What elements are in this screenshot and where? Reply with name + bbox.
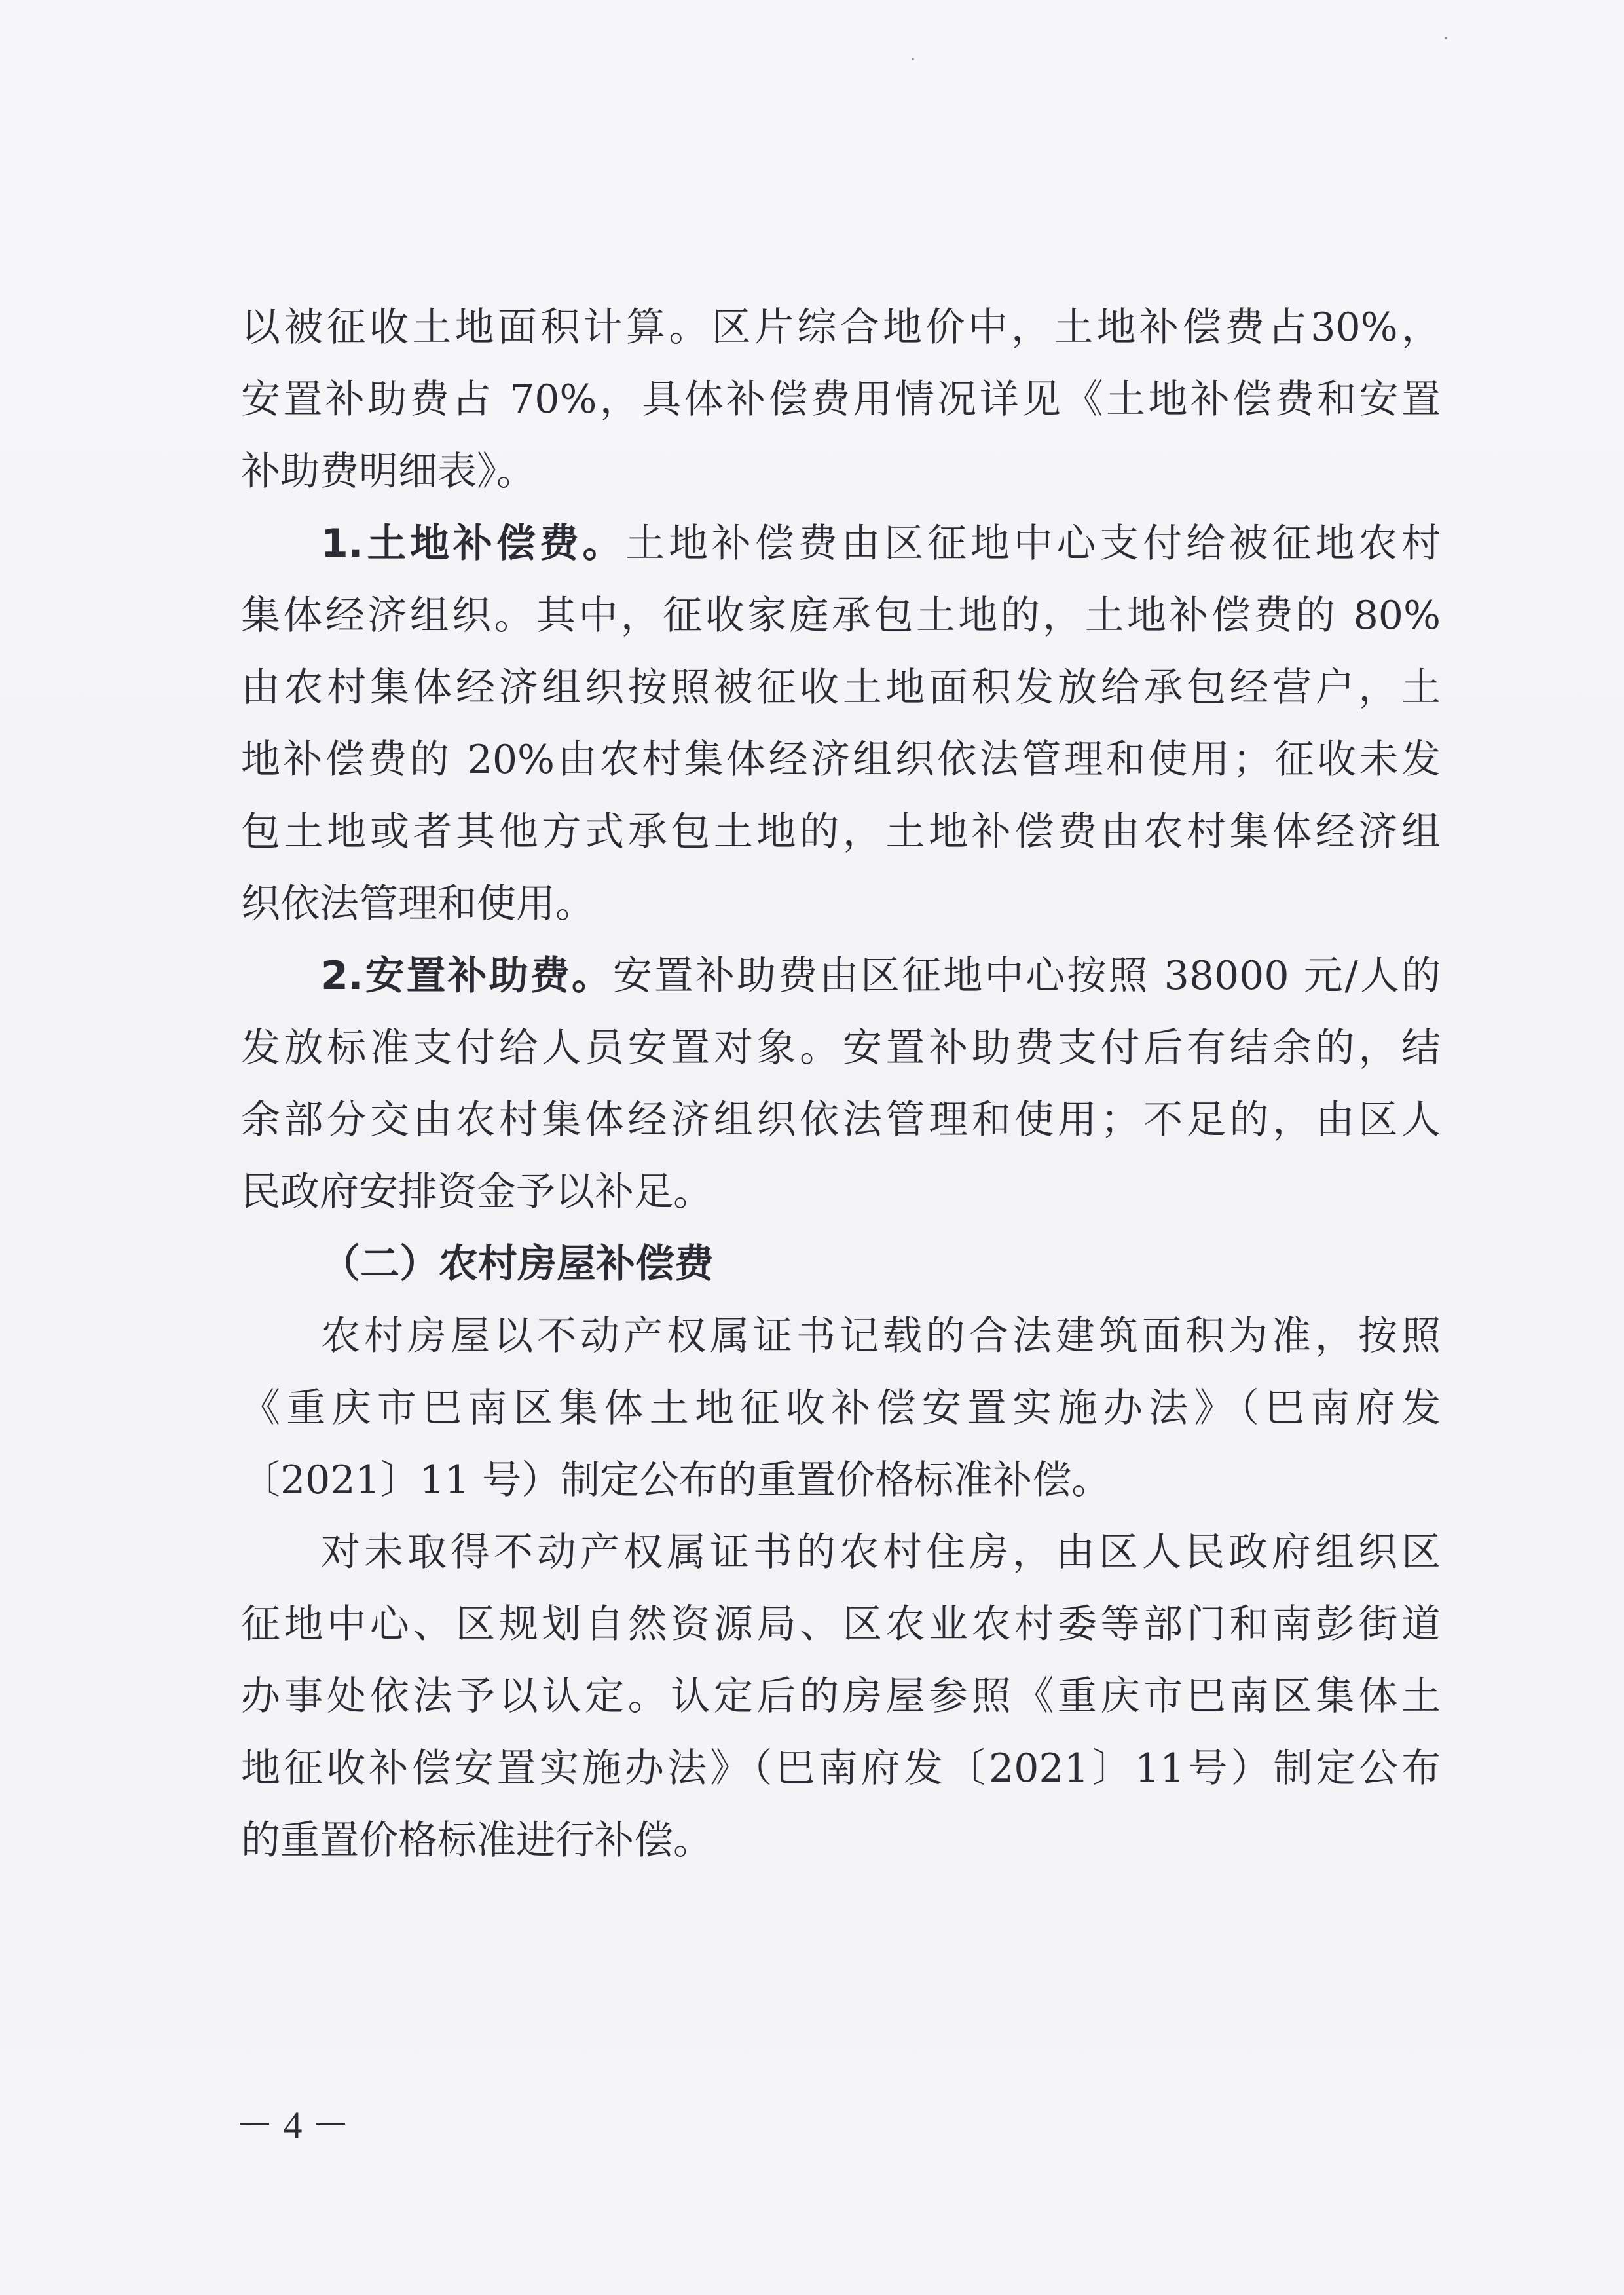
paragraph-4-line-3: 〔2021〕11 号）制定公布的重置价格标准补偿。 [241,1457,1111,1503]
paragraph-5-line-2: 征地中心、区规划自然资源局、区农业农村委等部门和南彭街道 [241,1601,1441,1647]
section-heading-land-compensation: 1.土地补偿费。 [321,521,626,567]
paragraph-1-line-1: 以被征收土地面积计算。区片综合地价中，土地补偿费占30%， [241,305,1441,350]
paragraph-2-line-2: 集体经济组织。其中，征收家庭承包土地的，土地补偿费的 80% [241,593,1441,639]
paragraph-5-line-4: 地征收补偿安置实施办法》（巴南府发〔2021〕11号）制定公布 [241,1745,1441,1791]
paragraph-5-line-5: 的重置价格标准进行补偿。 [241,1818,712,1863]
paragraph-3-line-3: 余部分交由农村集体经济组织依法管理和使用；不足的，由区人 [241,1097,1441,1143]
paragraph-4-line-1: 农村房屋以不动产权属证书记载的合法建筑面积为准，按照 [321,1313,1441,1359]
paragraph-5-line-1: 对未取得不动产权属证书的农村住房，由区人民政府组织区 [321,1529,1441,1575]
paragraph-3-line-1 [241,940,1441,1012]
paragraph-1-line-2: 安置补助费占 70%，具体补偿费用情况详见《土地补偿费和安置 [241,377,1441,422]
scan-speck [912,58,914,60]
paragraph-3-line-4: 民政府安排资金予以补足。 [241,1169,712,1215]
paragraph-3-line-2: 发放标准支付给人员安置对象。安置补助费支付后有结余的，结 [241,1025,1441,1071]
scan-speck [1445,37,1447,39]
section-heading-resettlement-subsidy: 2.安置补助费。 [321,953,613,999]
paragraph-5-line-3: 办事处依法予以认定。认定后的房屋参照《重庆市巴南区集体土 [241,1673,1441,1719]
paragraph-2-line-1 [241,508,1441,580]
paragraph-1-line-3: 补助费明细表》。 [241,449,536,494]
paragraph-3-line-1-text: 安置补助费由区征地中心按照 38000 元/人的 [612,953,1441,999]
section-heading-rural-housing: （二）农村房屋补偿费 [321,1241,714,1287]
paragraph-2-line-5: 包土地或者其他方式承包土地的，土地补偿费由农村集体经济组 [241,809,1441,855]
paragraph-2-line-6: 织依法管理和使用。 [241,881,595,927]
paragraph-2-line-1-text: 土地补偿费由区征地中心支付给被征地农村 [625,521,1441,567]
document-body [241,291,1441,1876]
paragraph-2-line-3: 由农村集体经济组织按照被征收土地面积发放给承包经营户，土 [241,665,1441,711]
paragraph-2-line-4: 地补偿费的 20%由农村集体经济组织依法管理和使用；征收未发 [241,737,1441,783]
page-number: － 4 － [236,2104,350,2146]
paragraph-4-line-2: 《重庆市巴南区集体土地征收补偿安置实施办法》（巴南府发 [241,1385,1441,1431]
